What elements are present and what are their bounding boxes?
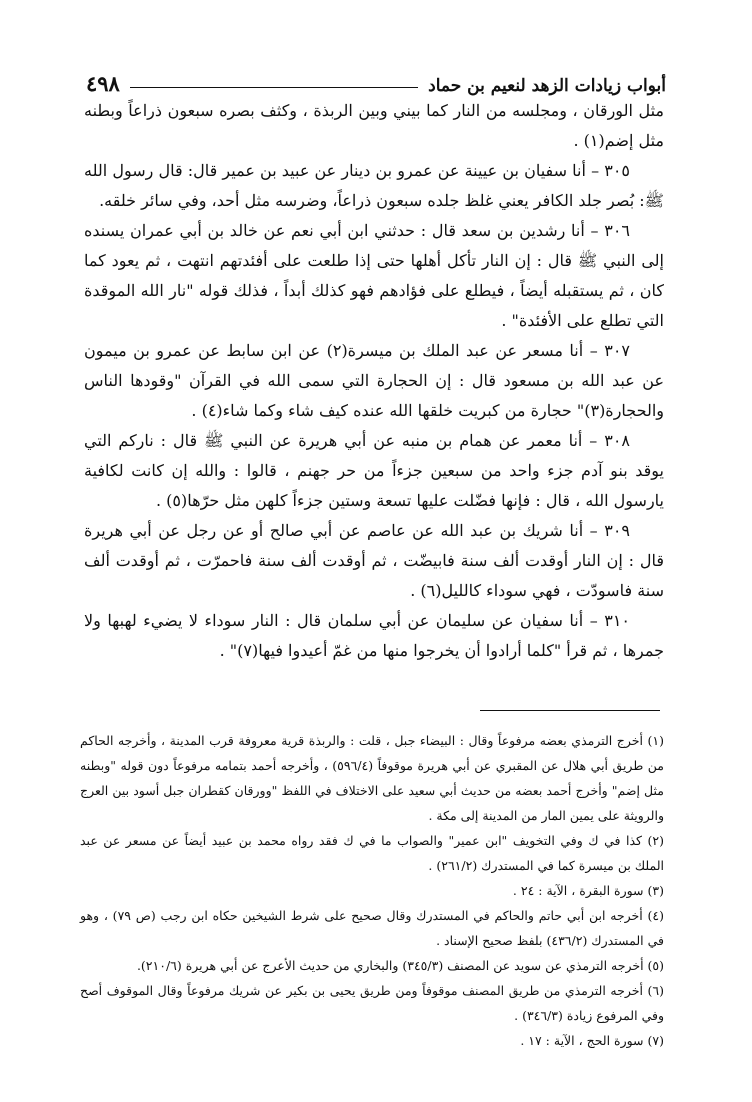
hadith-309: ٣٠٩ – أنا شريك بن عبد الله عن عاصم عن أبي صالح أو عن رجل عن أبي هريرة قال : إن النار أوقدت ألف سنة فابيضّت ، ثم أوقدت ألف سنة فاحمرّت ، ثم أوقدت ألف سنة فاسودّت ، فهي سوداء كالليل(٦) .	[84, 521, 664, 600]
page-number: ٤٩٨	[86, 71, 120, 96]
footnote-3: (٣) سورة البقرة ، الآية : ٢٤ .	[512, 883, 664, 898]
header-rule	[130, 87, 418, 88]
footnote-4: (٤) أخرجه ابن أبي حاتم والحاكم في المستدرك وقال صحيح على شرط الشيخين حكاه ابن رجب (ص ٧٩) ، وهو في المستدرك (٤٣٦/٢) بلفظ صحيح الإسناد .	[80, 908, 664, 948]
footnote-1: (١) أخرج الترمذي بعضه مرفوعاً وقال : البيضاء جبل ، قلت : والربذة قرية معروفة قرب المدينة ، وأخرجه الحاكم من طريق أبي هلال عن المقبري عن أبي هريرة موقوفاً (٥٩٦/٤) ، وأخرجه أحمد بتمامه مرفوعاً دون قوله "وبطنه مثل إضم" وأخرج أحمد بعضه من حديث أبي سعيد على الاختلاف في اللفظ "وورقان كقطران جبل أسود بين العرج والرويثة على يمين المار من المدينة إلى مكة .	[80, 733, 664, 823]
hadith-310: ٣١٠ – أنا سفيان عن سليمان عن أبي سلمان قال : النار سوداء لا يضيء لهبها ولا جمرها ، ثم قرأ "كلما أرادوا أن يخرجوا منها من غمّ أعيدوا فيها(٧)" .	[84, 611, 664, 660]
footnote-5: (٥) أخرجه الترمذي عن سويد عن المصنف (٣٤٥/٣) والبخاري من حديث الأعرج عن أبي هريرة (٢١٠/٦).	[136, 958, 664, 973]
hadith-305: ٣٠٥ – أنا سفيان بن عيينة عن عمرو بن دينار عن عبيد بن عمير قال: قال رسول الله ﷺ: بُصر جلد الكافر يعني غلظ جلده سبعون ذراعاً، وضرسه مثل أحد، وفي سائر خلقه.	[84, 161, 664, 210]
header-title: أبواب زيادات الزهد لنعيم بن حماد	[428, 76, 666, 96]
hadith-306: ٣٠٦ – أنا رشدين بن سعد قال : حدثني ابن أبي نعم عن خالد بن أبي عمران يسنده إلى النبي ﷺ قال : إن النار تأكل أهلها حتى إذا طلعت على أفئدتهم انتهت ، ثم يعود كما كان ، ثم يستقبله أيضاً ، فيطلع على فؤادهم فهو كذلك أبداً ، فذلك قوله "نار الله الموقدة التي تطلع على الأفئدة" .	[84, 221, 665, 330]
hadith-308: ٣٠٨ – أنا معمر عن همام بن منبه عن أبي هريرة عن النبي ﷺ قال : ناركم التي يوقد بنو آدم جزء واحد من سبعين جزءاً من حر جهنم ، قالوا : والله إن كانت لكافية يارسول الله ، قال : فإنها فضّلت عليها تسعة وستين جزءاً كلهن مثل حرّها(٥) .	[84, 431, 664, 510]
footnote-7: (٧) سورة الحج ، الآية : ١٧ .	[520, 1033, 664, 1048]
paragraph-continuation: مثل الورقان ، ومجلسه من النار كما بيني وبين الربذة ، وكثف بصره سبعون ذراعاً وبطنه مثل إضم(١) .	[84, 101, 664, 150]
footnotes	[80, 728, 664, 1053]
hadith-307: ٣٠٧ – أنا مسعر عن عبد الملك بن ميسرة(٢) عن ابن سابط عن عمرو بن ميمون عن عبد الله بن مسعود قال : إن الحجارة التي سمى الله في القرآن "وقودها الناس والحجارة(٣)" حجارة من كبريت خلقها الله عنده كيف شاء وكما شاء(٤) .	[84, 341, 664, 420]
main-text	[84, 96, 664, 666]
footnote-6: (٦) أخرجه الترمذي من طريق المصنف موقوفاً ومن طريق يحيى بن بكير عن شريك مرفوعاً وقال الموقوف أصح وفي المرفوع زيادة (٣٤٦/٣) .	[80, 983, 664, 1023]
footnote-separator	[480, 710, 660, 711]
footnote-2: (٢) كذا في ك وفي التخويف "ابن عمير" والصواب ما في ك فقد رواه محمد بن عبيد أيضاً عن مسعر عن عبد الملك بن ميسرة كما في المستدرك (٢٦١/٢) .	[80, 833, 664, 873]
running-header	[86, 70, 666, 96]
